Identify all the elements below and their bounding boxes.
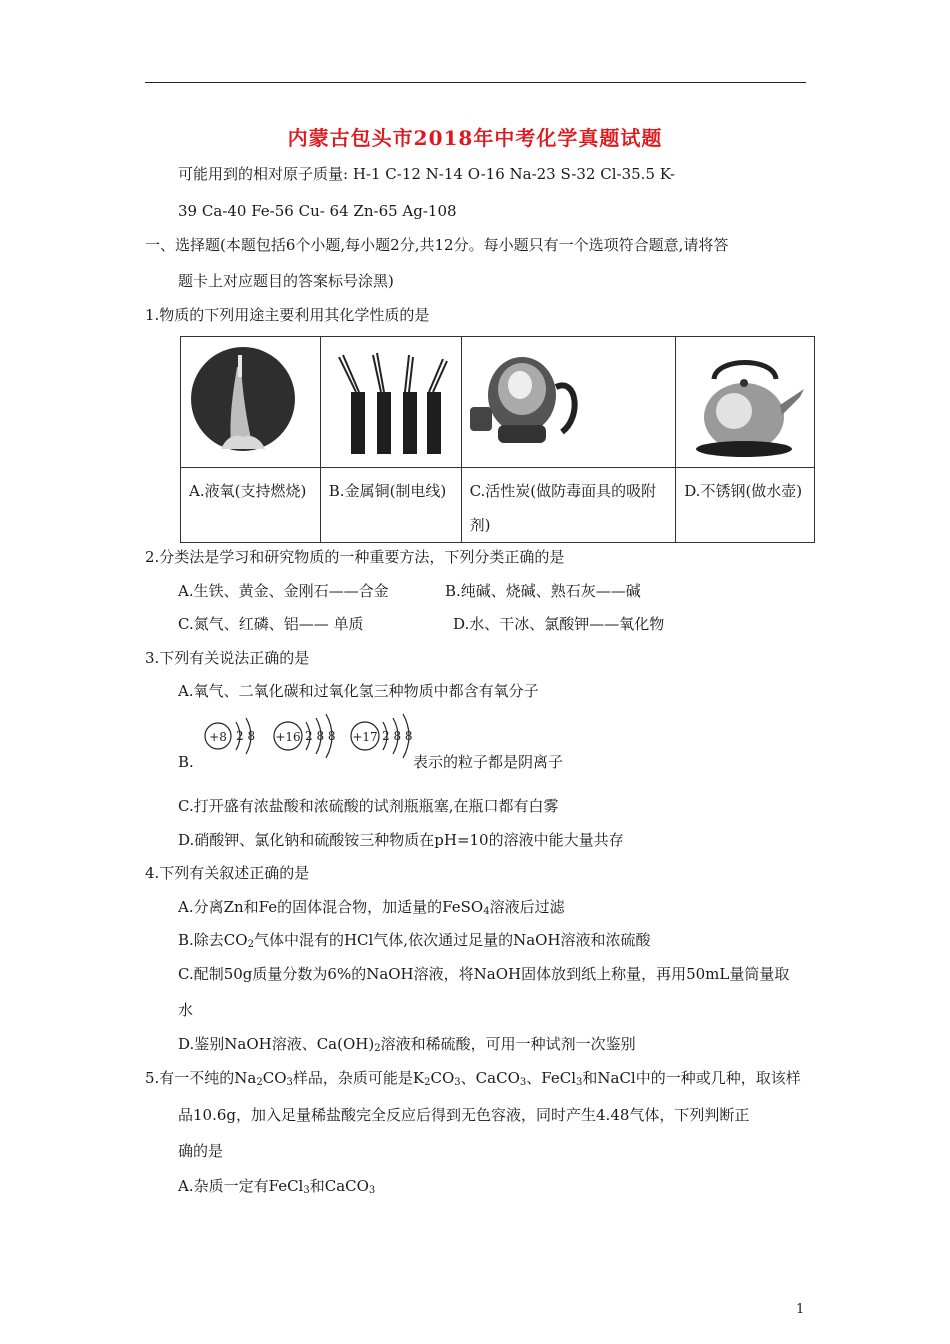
q1-image-b xyxy=(320,337,461,468)
q2-option-c: C.氮气、红磷、铝—— 单质 xyxy=(178,615,364,633)
rocket-launch-photo-icon xyxy=(181,337,320,467)
q3-option-c: C.打开盛有浓盐酸和浓硫酸的试剂瓶瓶塞,在瓶口都有白雾 xyxy=(178,797,559,815)
q4-option-b: B.除去$CO_2$气体中混有的HCl气体,依次通过足量的NaOH溶液和浓硫酸 xyxy=(178,931,651,950)
q1-image-d xyxy=(676,337,815,468)
atom-1-nucleus: +8 xyxy=(209,730,227,744)
q2-stem: 2.分类法是学习和研究物质的一种重要方法，下列分类正确的是 xyxy=(145,548,565,566)
q4-option-a: A.分离Zn和Fe的固体混合物，加适量的FeSO$_4$溶液后过滤 xyxy=(178,898,565,917)
atomic-structure-diagrams-icon xyxy=(200,708,430,764)
atomic-mass-line-2: 39 Ca-40 Fe-56 Cu- 64 Zn-65 Ag-108 xyxy=(178,202,457,220)
q1-option-d: D.不锈钢(做水壶) xyxy=(676,468,815,543)
q4-option-c: C.配制50g质量分数为6%的NaOH溶液，将NaOH固体放到纸上称量，再用50mL量筒量取 xyxy=(178,965,790,983)
q5-stem-line-1: 5.有一不纯的$Na_2CO_3$样品，杂质可能是$K_2CO_3$、CaCO$_3$、FeCl$_3$和NaCl中的一种或几种，取该样 xyxy=(145,1069,801,1088)
atom-3-nucleus: +17 xyxy=(352,730,378,744)
q4-option-c-cont: 水 xyxy=(178,1001,194,1019)
q5-option-a: A.杂质一定有FeCl$_3$和CaCO$_3$ xyxy=(178,1177,376,1196)
q4-option-d: D.鉴别NaOH溶液、$Ca(OH)_2$溶液和稀硫酸，可用一种试剂一次鉴别 xyxy=(178,1035,636,1054)
section-1-heading-cont: 题卡上对应题目的答案标号涂黑) xyxy=(178,272,394,290)
q1-image-c xyxy=(461,337,676,468)
copper-wire-photo-icon xyxy=(321,337,461,467)
q2-option-d: D.水、干冰、氯酸钾——氧化物 xyxy=(453,615,665,633)
q5-stem-line-3: 确的是 xyxy=(178,1142,224,1160)
q2-option-b: B.纯碱、烧碱、熟石灰——碱 xyxy=(445,582,641,600)
q4-stem: 4.下列有关叙述正确的是 xyxy=(145,864,310,882)
q1-options-table xyxy=(180,336,815,543)
q3-option-d: D.硝酸钾、氯化钠和硫酸铵三种物质在pH=10的溶液中能大量共存 xyxy=(178,831,624,849)
page-title: 内蒙古包头市2018年中考化学真题试题 xyxy=(287,126,663,150)
atom-1-shells: 2 8 xyxy=(236,729,256,743)
atom-3-shells: 2 8 8 xyxy=(382,729,413,743)
q3-option-a: A.氧气、二氧化碳和过氧化氢三种物质中都含有氧分子 xyxy=(178,682,539,700)
q3-option-b-label: B. xyxy=(178,753,194,771)
q1-image-a xyxy=(181,337,321,468)
section-1-heading: 一、选择题(本题包括6个小题,每小题2分,共12分。每小题只有一个选项符合题意,请将答 xyxy=(145,236,729,254)
atom-2-shells: 2 8 8 xyxy=(305,729,336,743)
gas-mask-photo-icon xyxy=(462,337,676,467)
header-rule xyxy=(145,82,806,83)
q3-option-b-text: 表示的粒子都是阴离子 xyxy=(413,753,564,771)
page-number: 1 xyxy=(796,1302,805,1317)
q1-stem: 1.物质的下列用途主要利用其化学性质的是 xyxy=(145,306,430,324)
q2-option-a: A.生铁、黄金、金刚石——合金 xyxy=(178,582,389,600)
atom-2-nucleus: +16 xyxy=(275,730,301,744)
q1-option-c: C.活性炭(做防毒面具的吸附剂) xyxy=(461,468,676,543)
q1-option-b: B.金属铜(制电线) xyxy=(320,468,461,543)
atomic-mass-line-1: 可能用到的相对原子质量: H-1 C-12 N-14 O-16 Na-23 S-32 Cl-35.5 K- xyxy=(178,165,675,183)
kettle-photo-icon xyxy=(676,337,814,467)
q3-stem: 3.下列有关说法正确的是 xyxy=(145,649,310,667)
q5-stem-line-2: 品10.6g，加入足量稀盐酸完全反应后得到无色容液，同时产生4.48气体，下列判断正 xyxy=(178,1106,750,1124)
q1-option-a: A.液氧(支持燃烧) xyxy=(181,468,321,543)
